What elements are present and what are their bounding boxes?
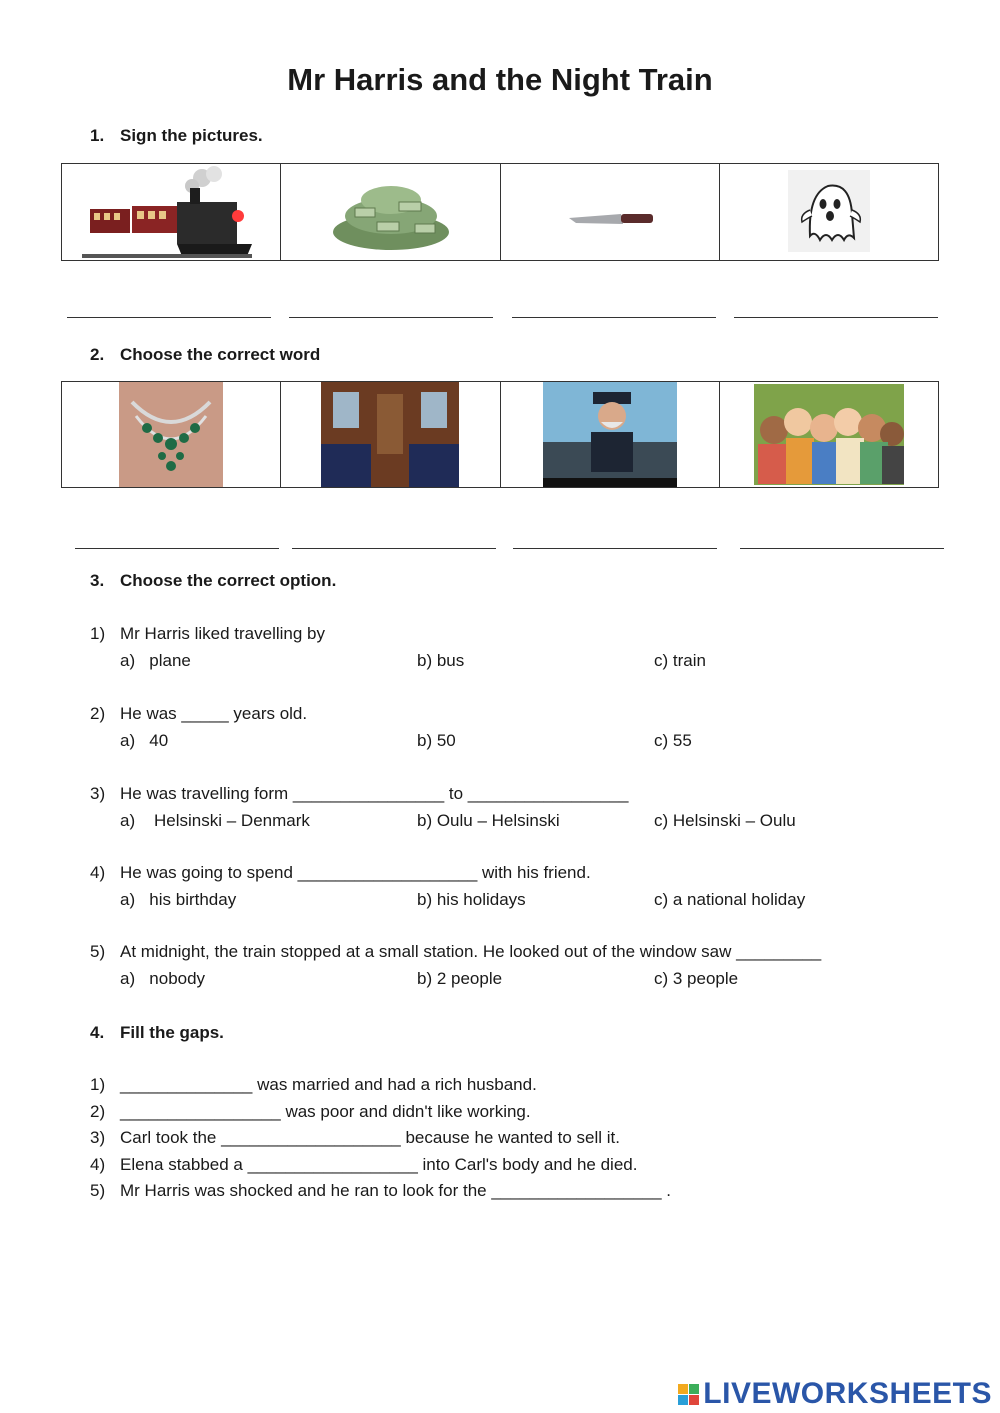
section-4-number: 4. (90, 1023, 105, 1042)
option-c[interactable]: c) a national holiday (654, 890, 806, 909)
question-number: 1) (90, 624, 106, 643)
section-4-heading (90, 1023, 224, 1043)
answer-line-1-2[interactable] (289, 317, 493, 318)
picture-cell-compartment (281, 382, 500, 487)
section-3-heading (90, 571, 336, 591)
page-title: Mr Harris and the Night Train (287, 62, 713, 97)
section-2-heading (90, 345, 320, 365)
answer-line-1-4[interactable] (734, 317, 938, 318)
train-compartment-image (281, 382, 499, 487)
section-4-title: Fill the gaps. (120, 1023, 224, 1042)
section-3-title: Choose the correct option. (120, 571, 337, 590)
section-1-number: 1. (90, 126, 105, 145)
answer-line-2-1[interactable] (75, 548, 279, 549)
picture-table-2 (61, 381, 939, 488)
necklace-image (62, 382, 280, 487)
question-text: He was _____ years old. (120, 704, 308, 723)
picture-cell-ghost (720, 164, 938, 260)
option-c[interactable]: c) train (654, 651, 706, 670)
picture-cell-train (62, 164, 281, 260)
logo-text: LIVEWORKSHEETS (703, 1377, 992, 1410)
gap-item-text[interactable]: _________________ was poor and didn't like working. (120, 1102, 531, 1121)
money-pile-image (281, 164, 499, 260)
gap-item-text[interactable]: Mr Harris was shocked and he ran to look for the __________________ . (120, 1181, 671, 1200)
question-text: He was travelling form ________________ to _________________ (120, 784, 629, 803)
gap-item-text[interactable]: Carl took the ___________________ because he wanted to sell it. (120, 1128, 620, 1147)
answer-line-2-3[interactable] (513, 548, 717, 549)
question-number: 4) (90, 863, 106, 882)
question-text: At midnight, the train stopped at a small station. He looked out of the window saw _________ (120, 942, 822, 961)
question-text: He was going to spend ___________________ with his friend. (120, 863, 591, 882)
section-2-title: Choose the correct word (120, 345, 321, 364)
question-text: Mr Harris liked travelling by (120, 624, 325, 643)
option-a[interactable]: a) Helsinski – Denmark (120, 811, 310, 830)
train-driver-image (501, 382, 719, 487)
children-image (720, 382, 938, 487)
liveworksheets-logo (678, 1377, 992, 1411)
picture-cell-kids (720, 382, 938, 487)
picture-table-1 (61, 163, 939, 261)
section-2-number: 2. (90, 345, 105, 364)
answer-line-1-3[interactable] (512, 317, 716, 318)
gap-item-number: 4) (90, 1155, 106, 1174)
gap-item-number: 2) (90, 1102, 106, 1121)
option-b[interactable]: b) 2 people (417, 969, 503, 988)
picture-cell-conductor (501, 382, 720, 487)
option-c[interactable]: c) 3 people (654, 969, 739, 988)
knife-image (501, 164, 719, 260)
ghost-image (720, 164, 938, 260)
option-a[interactable]: a) plane (120, 651, 191, 670)
option-a[interactable]: a) his birthday (120, 890, 237, 909)
option-a[interactable]: a) nobody (120, 969, 206, 988)
question-number: 5) (90, 942, 106, 961)
train-image (62, 164, 280, 260)
gap-item-text[interactable]: Elena stabbed a __________________ into Carl's body and he died. (120, 1155, 638, 1174)
answer-line-2-2[interactable] (292, 548, 496, 549)
option-b[interactable]: b) bus (417, 651, 465, 670)
question-number: 2) (90, 704, 106, 723)
option-c[interactable]: c) 55 (654, 731, 692, 750)
option-a[interactable]: a) 40 (120, 731, 169, 750)
option-b[interactable]: b) his holidays (417, 890, 526, 909)
answer-line-2-4[interactable] (740, 548, 944, 549)
picture-cell-knife (501, 164, 720, 260)
logo-grid-icon (678, 1384, 699, 1405)
gap-item-number: 5) (90, 1181, 106, 1200)
picture-cell-money (281, 164, 500, 260)
section-1-title: Sign the pictures. (120, 126, 263, 145)
option-b[interactable]: b) Oulu – Helsinski (417, 811, 560, 830)
question-number: 3) (90, 784, 106, 803)
gap-item-text[interactable]: ______________ was married and had a rich husband. (120, 1075, 537, 1094)
gap-item-number: 1) (90, 1075, 106, 1094)
section-1-heading (90, 126, 263, 146)
picture-cell-necklace (62, 382, 281, 487)
gap-item-number: 3) (90, 1128, 106, 1147)
option-c[interactable]: c) Helsinski – Oulu (654, 811, 796, 830)
option-b[interactable]: b) 50 (417, 731, 456, 750)
answer-line-1-1[interactable] (67, 317, 271, 318)
section-3-number: 3. (90, 571, 105, 590)
